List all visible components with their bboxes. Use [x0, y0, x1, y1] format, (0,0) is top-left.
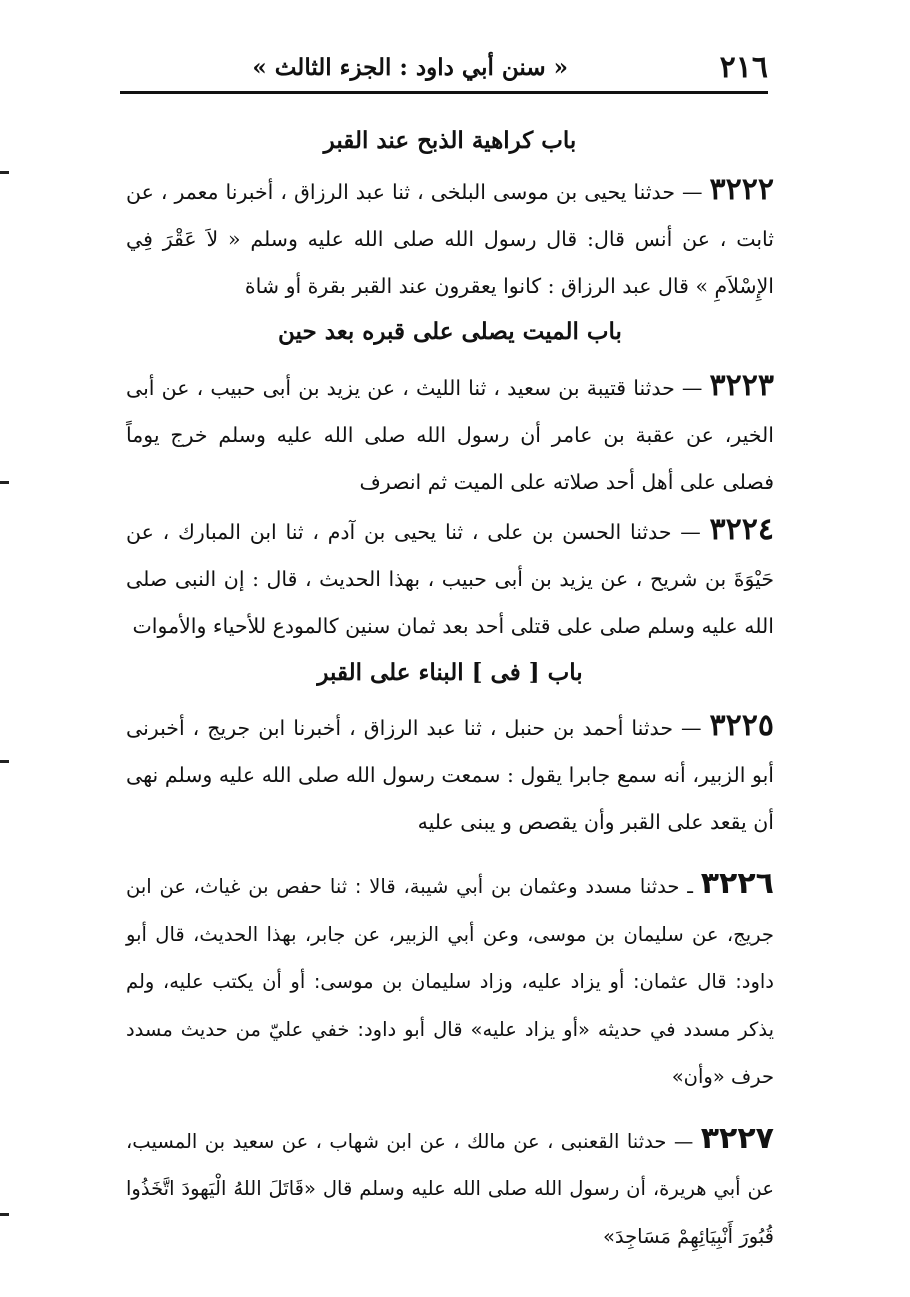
hadith: [126, 1115, 774, 1261]
hadith-number: ٣٢٢٦: [700, 866, 774, 901]
chapter-heading: باب [ فى ] البناء على القبر: [317, 659, 583, 686]
scan-margin-mark: [0, 481, 9, 484]
hadith: [126, 166, 774, 310]
hadith-text: — حدثنا الحسن بن على ، ثنا يحيى بن آدم ، ثنا ابن المبارك ، عن حَيْوَةَ بن شريح ، عن يزيد بن أبى حبيب ، بهذا الحديث ، قال : إن النبى صلى الله عليه وسلم صلى على قتلى أحد بعد ثمان سنين كالمودع للأحياء والأموات: [126, 520, 774, 638]
hadith-number: ٣٢٢٧: [700, 1120, 774, 1156]
hadith: [126, 702, 774, 846]
chapter-heading: باب الميت يصلى على قبره بعد حين: [278, 318, 622, 345]
header-divider: [120, 91, 768, 94]
hadith-number: ٣٢٢٢: [709, 172, 774, 207]
hadith-text: — حدثنا قتيبة بن سعيد ، ثنا الليث ، عن يزيد بن أبى حبيب ، عن أبى الخير، عن عقبة بن عامر أن رسول الله صلى الله عليه وسلم خرج يوماً فصلى على أهل أحد صلاته على الميت ثم انصرف: [126, 376, 774, 494]
hadith-number: ٣٢٢٣: [709, 368, 774, 403]
scan-margin-mark: [0, 760, 9, 763]
hadith-text: — حدثنا القعنبى ، عن مالك ، عن ابن شهاب ، عن سعيد بن المسيب، عن أبي هريرة، أن رسول الله صلى الله عليه وسلم قال «قَاتَلَ اللهُ الْيَهودَ اتَّخَذُوا قُبُورَ أَنْبِيَائِهِمْ مَسَاجِدَ»: [126, 1129, 774, 1248]
hadith-number: ٣٢٢٤: [709, 512, 774, 547]
hadith-number: ٣٢٢٥: [709, 708, 774, 743]
page-header: [122, 46, 768, 90]
chapter-heading: باب كراهية الذبح عند القبر: [323, 127, 577, 154]
running-title: « سنن أبي داود : الجزء الثالث »: [252, 54, 568, 81]
scan-margin-mark: [0, 171, 9, 174]
hadith: [126, 860, 774, 1101]
page-body: [126, 112, 774, 1260]
hadith-text: — حدثنا أحمد بن حنبل ، ثنا عبد الرزاق ، أخبرنا ابن جريج ، أخبرنى أبو الزبير، أنه سمع جابرا يقول : سمعت رسول الله صلى الله عليه وسلم نهى أن يقعد على القبر وأن يقصص و يبنى عليه: [126, 716, 774, 834]
hadith: [126, 506, 774, 650]
scan-margin-mark: [0, 1213, 9, 1216]
hadith: [126, 362, 774, 506]
page-number: ٢١٦: [719, 50, 768, 85]
hadith-text: — حدثنا يحيى بن موسى البلخى ، ثنا عبد الرزاق ، أخبرنا معمر ، عن ثابت ، عن أنس قال: قال رسول الله صلى الله عليه وسلم « لاَ عَقْرَ فِي الإِسْلاَمِ » قال عبد الرزاق : كانوا يعقرون عند القبر بقرة أو شاة: [126, 180, 774, 298]
hadith-text: ـ حدثنا مسدد وعثمان بن أبي شيبة، قالا : ثنا حفص بن غياث، عن ابن جريج، عن سليمان بن موسى، وعن أبي الزبير، عن جابر، بهذا الحديث، قال أبو داود: قال عثمان: أو يزاد عليه، وزاد سليمان بن موسى: أو أن يكتب عليه، ولم يذكر مسدد في حديثه «أو يزاد عليه» قال أبو داود: خفي عليّ من حديث مسدد حرف «وأن»: [126, 875, 774, 1088]
